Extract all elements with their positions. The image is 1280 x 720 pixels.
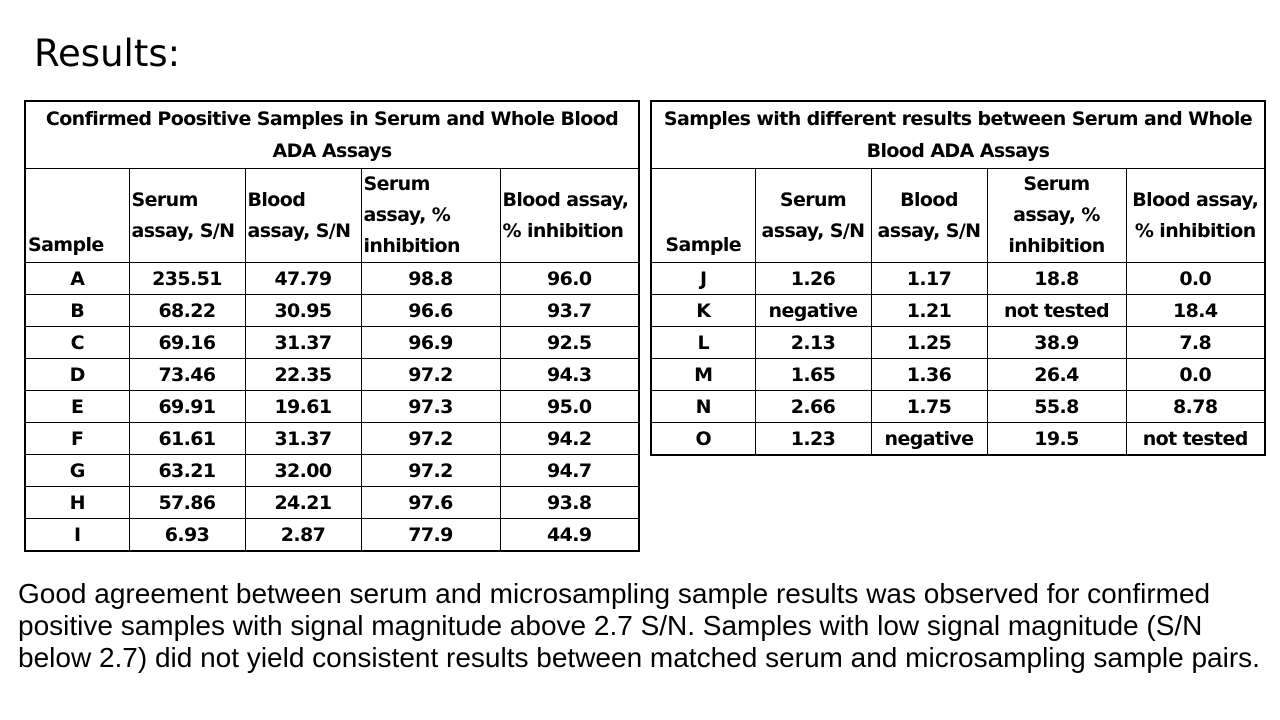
table-cell: 57.86 bbox=[129, 487, 245, 519]
column-header-serum-inhibition: Serum assay, % inhibition bbox=[361, 169, 500, 263]
column-header-sample: Sample bbox=[25, 169, 129, 263]
table-cell: 69.91 bbox=[129, 391, 245, 423]
sample-id-cell: C bbox=[25, 327, 129, 359]
table-cell: 69.16 bbox=[129, 327, 245, 359]
column-header-sample: Sample bbox=[651, 169, 755, 263]
sample-id-cell: G bbox=[25, 455, 129, 487]
table-cell: 1.25 bbox=[871, 327, 987, 359]
table-cell: 92.5 bbox=[500, 327, 639, 359]
table-row bbox=[651, 295, 1265, 327]
sample-id-cell: B bbox=[25, 295, 129, 327]
table-cell: 18.8 bbox=[987, 263, 1126, 295]
table-cell: 1.21 bbox=[871, 295, 987, 327]
table-cell: 19.5 bbox=[987, 423, 1126, 456]
column-header-blood-inhibition: Blood assay, % inhibition bbox=[1126, 169, 1265, 263]
table-cell: 93.7 bbox=[500, 295, 639, 327]
table-row bbox=[25, 487, 639, 519]
table-cell: 6.93 bbox=[129, 519, 245, 552]
table-cell: 26.4 bbox=[987, 359, 1126, 391]
column-header-serum-sn: Serum assay, S/N bbox=[129, 169, 245, 263]
table-caption-row bbox=[651, 101, 1265, 169]
table-cell: 97.2 bbox=[361, 423, 500, 455]
table-cell: 31.37 bbox=[245, 327, 361, 359]
column-header-blood-inhibition: Blood assay, % inhibition bbox=[500, 169, 639, 263]
column-header-blood-sn: Blood assay, S/N bbox=[871, 169, 987, 263]
sample-id-cell: I bbox=[25, 519, 129, 552]
table-cell: 32.00 bbox=[245, 455, 361, 487]
table-cell: 97.3 bbox=[361, 391, 500, 423]
table-row bbox=[651, 327, 1265, 359]
table-body bbox=[651, 263, 1265, 456]
sample-id-cell: K bbox=[651, 295, 755, 327]
table-cell: 77.9 bbox=[361, 519, 500, 552]
sample-id-cell: A bbox=[25, 263, 129, 295]
table-cell: 94.7 bbox=[500, 455, 639, 487]
summary-text: Good agreement between serum and microsampling sample results was observed for confirmed positive samples with signal magnitude above 2.7 S/N. Samples with low signal magnitude (S/N below 2.7) did not yield consistent results between matched serum and microsampling sample pairs. bbox=[18, 578, 1260, 673]
slide-title: Results: bbox=[34, 32, 181, 75]
table-cell: 2.87 bbox=[245, 519, 361, 552]
table-row bbox=[651, 391, 1265, 423]
table-row bbox=[25, 359, 639, 391]
table-cell: 8.78 bbox=[1126, 391, 1265, 423]
table-cell: 2.66 bbox=[755, 391, 871, 423]
table-cell: 61.61 bbox=[129, 423, 245, 455]
table-cell: 1.65 bbox=[755, 359, 871, 391]
table-cell: 18.4 bbox=[1126, 295, 1265, 327]
table-cell: 93.8 bbox=[500, 487, 639, 519]
table-cell: 63.21 bbox=[129, 455, 245, 487]
table-row bbox=[25, 455, 639, 487]
table-cell: 1.26 bbox=[755, 263, 871, 295]
table-cell: 31.37 bbox=[245, 423, 361, 455]
table-cell: 97.6 bbox=[361, 487, 500, 519]
column-header-serum-inhibition: Serum assay, % inhibition bbox=[987, 169, 1126, 263]
table-cell: 24.21 bbox=[245, 487, 361, 519]
table-cell: 2.13 bbox=[755, 327, 871, 359]
table-cell: 97.2 bbox=[361, 359, 500, 391]
table-cell: 96.0 bbox=[500, 263, 639, 295]
table-cell: 47.79 bbox=[245, 263, 361, 295]
column-header-blood-sn: Blood assay, S/N bbox=[245, 169, 361, 263]
table-cell: 95.0 bbox=[500, 391, 639, 423]
table-row bbox=[651, 359, 1265, 391]
sample-id-cell: H bbox=[25, 487, 129, 519]
table-cell: 94.2 bbox=[500, 423, 639, 455]
table-cell: 1.17 bbox=[871, 263, 987, 295]
table-cell: 73.46 bbox=[129, 359, 245, 391]
table-body bbox=[25, 263, 639, 552]
table-cell: 96.9 bbox=[361, 327, 500, 359]
table-header-row bbox=[651, 169, 1265, 263]
sample-id-cell: O bbox=[651, 423, 755, 456]
confirmed-positive-table bbox=[24, 100, 640, 552]
table-row bbox=[25, 295, 639, 327]
table-cell: 44.9 bbox=[500, 519, 639, 552]
table-row bbox=[25, 327, 639, 359]
sample-id-cell: N bbox=[651, 391, 755, 423]
table-row bbox=[25, 391, 639, 423]
table-cell: 235.51 bbox=[129, 263, 245, 295]
table-cell: 22.35 bbox=[245, 359, 361, 391]
table-cell: 94.3 bbox=[500, 359, 639, 391]
sample-id-cell: D bbox=[25, 359, 129, 391]
table-header-row bbox=[25, 169, 639, 263]
table-row bbox=[25, 423, 639, 455]
table-cell: 30.95 bbox=[245, 295, 361, 327]
sample-id-cell: E bbox=[25, 391, 129, 423]
sample-id-cell: L bbox=[651, 327, 755, 359]
table-cell: 0.0 bbox=[1126, 263, 1265, 295]
table-caption: Samples with different results between Serum and Whole Blood ADA Assays bbox=[651, 101, 1265, 169]
table-cell: not tested bbox=[1126, 423, 1265, 456]
table-cell: 19.61 bbox=[245, 391, 361, 423]
table-cell: negative bbox=[871, 423, 987, 456]
table-cell: 7.8 bbox=[1126, 327, 1265, 359]
table-cell: 0.0 bbox=[1126, 359, 1265, 391]
table-cell: 68.22 bbox=[129, 295, 245, 327]
table-cell: 1.23 bbox=[755, 423, 871, 456]
table-caption-row bbox=[25, 101, 639, 169]
different-results-table bbox=[650, 100, 1266, 456]
table-cell: 96.6 bbox=[361, 295, 500, 327]
table-row bbox=[651, 423, 1265, 456]
table-cell: 1.75 bbox=[871, 391, 987, 423]
table-cell: not tested bbox=[987, 295, 1126, 327]
table-row bbox=[25, 263, 639, 295]
table-caption: Confirmed Poositive Samples in Serum and Whole Blood ADA Assays bbox=[25, 101, 639, 169]
table-cell: 38.9 bbox=[987, 327, 1126, 359]
sample-id-cell: J bbox=[651, 263, 755, 295]
table-row bbox=[25, 519, 639, 552]
sample-id-cell: M bbox=[651, 359, 755, 391]
table-cell: 1.36 bbox=[871, 359, 987, 391]
sample-id-cell: F bbox=[25, 423, 129, 455]
column-header-serum-sn: Serum assay, S/N bbox=[755, 169, 871, 263]
table-cell: 97.2 bbox=[361, 455, 500, 487]
table-cell: 98.8 bbox=[361, 263, 500, 295]
table-row bbox=[651, 263, 1265, 295]
table-cell: 55.8 bbox=[987, 391, 1126, 423]
table-cell: negative bbox=[755, 295, 871, 327]
